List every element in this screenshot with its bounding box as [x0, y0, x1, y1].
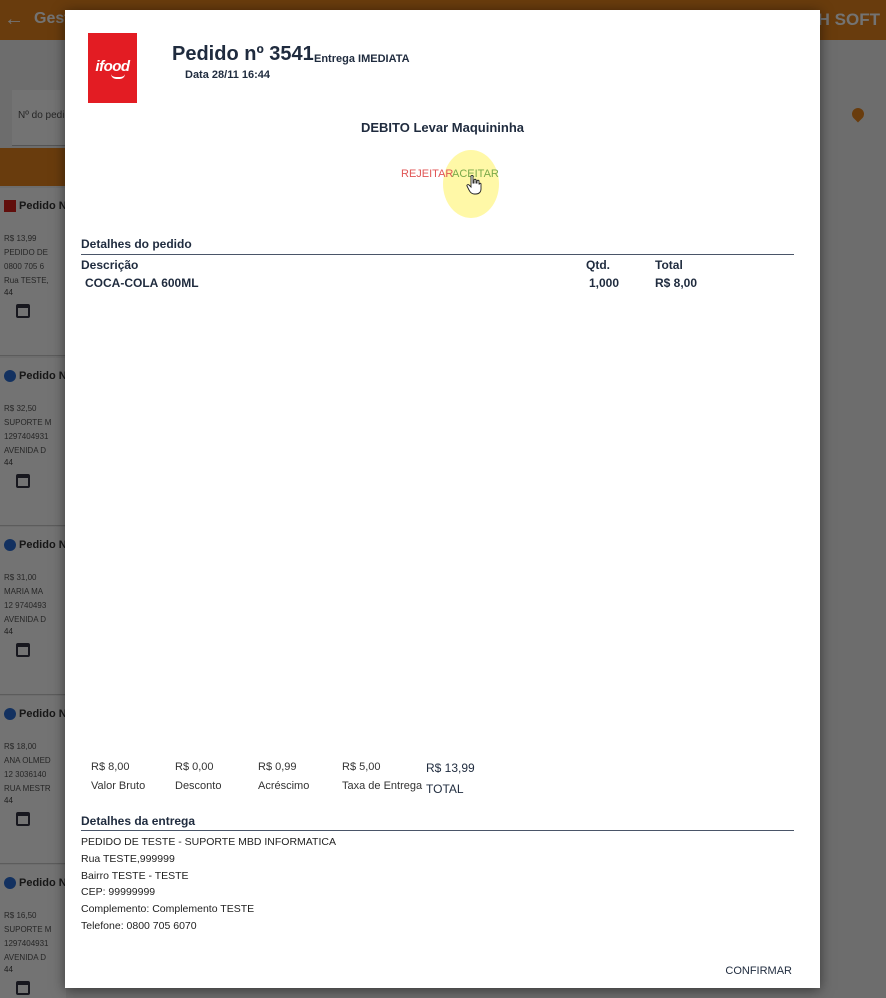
delivery-line: PEDIDO DE TESTE - SUPORTE MBD INFORMATICA	[81, 836, 336, 848]
item-qty: 1,000	[589, 276, 620, 290]
payment-method: DEBITO Levar Maquininha	[360, 120, 524, 135]
total-grand	[426, 761, 516, 796]
total-grand-label: TOTAL	[426, 782, 464, 796]
total-grand-value: R$ 13,99	[426, 761, 475, 775]
order-details-title: Detalhes do pedido	[81, 237, 192, 251]
column-header-qty: Qtd.	[586, 258, 610, 272]
order-date: Data 28/11 16:44	[185, 69, 271, 81]
total-gross-value: R$ 8,00	[91, 761, 130, 773]
delivery-details-divider	[81, 830, 794, 831]
order-details-dialog	[65, 10, 820, 988]
confirm-button[interactable]: CONFIRMAR	[725, 965, 792, 977]
order-details-divider	[81, 254, 794, 255]
delivery-details-title: Detalhes da entrega	[81, 814, 196, 828]
column-header-total: Total	[655, 258, 683, 272]
total-surcharge-label: Acréscimo	[258, 780, 310, 792]
delivery-line: CEP: 99999999	[81, 886, 156, 899]
total-gross-label: Valor Bruto	[91, 780, 146, 792]
total-surcharge-value: R$ 0,99	[258, 761, 297, 773]
ifood-logo	[88, 33, 137, 103]
total-delivery-fee-value: R$ 5,00	[342, 761, 381, 773]
order-title: Pedido nº 3541	[172, 43, 314, 65]
ifood-smile-icon	[111, 74, 125, 79]
delivery-line: Rua TESTE,999999	[81, 852, 175, 865]
delivery-line: Bairro TESTE - TESTE	[81, 869, 189, 882]
item-description: COCA-COLA 600ML	[85, 276, 199, 290]
hand-cursor-icon	[466, 175, 482, 195]
total-discount-label: Desconto	[175, 780, 222, 792]
delivery-address	[81, 834, 336, 935]
item-total: R$ 8,00	[655, 276, 698, 290]
delivery-type: Entrega IMEDIATA	[314, 53, 410, 65]
total-discount-value: R$ 0,00	[175, 761, 214, 773]
delivery-line: Complemento: Complemento TESTE	[81, 903, 255, 916]
accept-button[interactable]: ACEITAR	[452, 168, 499, 180]
delivery-line: Telefone: 0800 705 6070	[81, 919, 197, 932]
column-header-description: Descrição	[81, 258, 139, 272]
total-delivery-fee	[342, 761, 432, 792]
ifood-logo-text: ifood	[95, 57, 130, 75]
reject-button[interactable]: REJEITAR	[401, 168, 454, 180]
total-discount	[175, 761, 265, 792]
total-surcharge	[258, 761, 348, 792]
total-delivery-fee-label: Taxa de Entrega	[342, 780, 423, 792]
total-gross	[91, 761, 181, 792]
